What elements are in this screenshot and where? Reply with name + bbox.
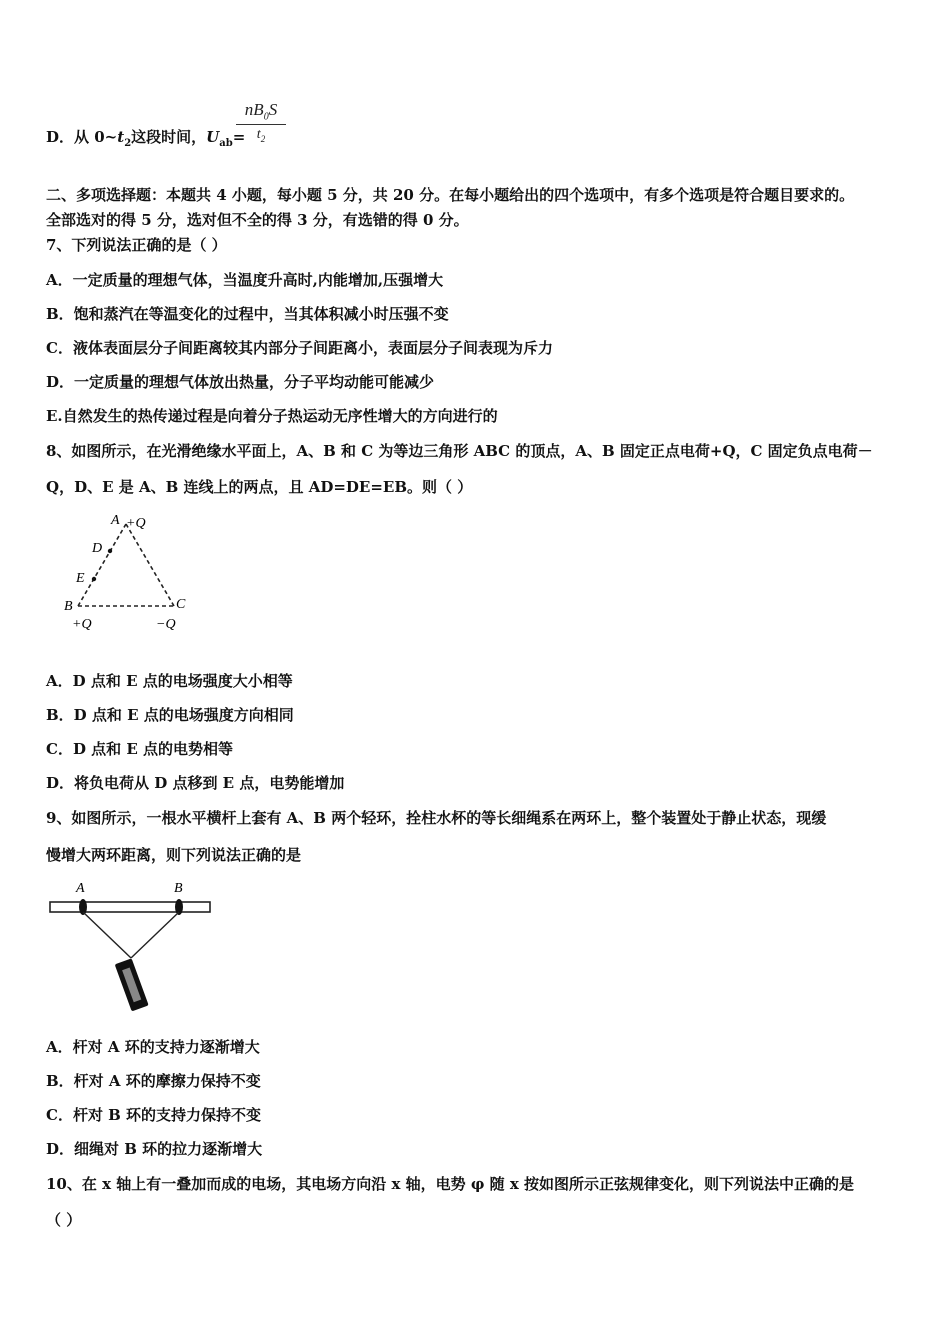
fraction-denominator: $t_2$ <box>256 127 266 145</box>
label-e: E <box>76 571 85 586</box>
q9-stem-line2: 慢增大两环距离，则下列说法正确的是 <box>46 846 302 864</box>
segment-ab <box>78 524 126 606</box>
q6-option-d <box>46 128 245 153</box>
q9-stem-line1: 9、如图所示，一根水平横杆上套有 A、B 两个轻环，拴柱水杯的等长细绳系在两环上，整个装置处于静止状态，现缓 <box>46 809 827 827</box>
q7-option-d: D．一定质量的理想气体放出热量，分子平均动能可能减少 <box>46 373 435 391</box>
q6-option-d-mid: 这段时间， <box>131 128 207 146</box>
q6-option-d-t: t <box>117 128 125 146</box>
q6-fraction <box>236 100 286 144</box>
q8-option-d: D．将负电荷从 D 点移到 E 点，电势能增加 <box>46 774 345 792</box>
q6-option-d-u: U <box>206 128 220 146</box>
q9-option-b: B．杆对 A 环的摩擦力保持不变 <box>46 1072 261 1090</box>
section-heading-line1: 二、多项选择题：本题共 4 小题，每小题 5 分，共 20 分。在每小题给出的四个选项中，有多个选项是符合题目要求的。 <box>46 186 855 204</box>
q9-option-c: C．杆对 B 环的支持力保持不变 <box>46 1106 262 1124</box>
point-e <box>92 577 96 581</box>
label-ring-b: B <box>174 881 183 896</box>
q7-option-a: A．一定质量的理想气体，当温度升高时,内能增加,压强增大 <box>46 271 444 289</box>
fraction-bar <box>236 124 286 125</box>
label-a: A <box>111 513 120 528</box>
charge-c: −Q <box>156 617 176 632</box>
horizontal-rod <box>50 902 210 912</box>
q6-option-d-eq: = <box>232 128 246 146</box>
charge-a: +Q <box>126 516 146 531</box>
q8-stem-line2: Q，D、E 是 A、B 连线上的两点，且 AD=DE=EB。则（ ） <box>46 478 473 496</box>
label-b: B <box>64 599 73 614</box>
q10-stem-line1: 10、在 x 轴上有一叠加而成的电场，其电场方向沿 x 轴，电势 φ 随 x 按如图所示正弦规律变化，则下列说法中正确的是 <box>46 1175 855 1193</box>
fraction-numerator: $nB_0S$ <box>244 100 278 123</box>
label-ring-a: A <box>76 881 85 896</box>
segment-ac <box>126 524 174 606</box>
q9-option-a: A．杆对 A 环的支持力逐渐增大 <box>46 1038 260 1056</box>
q7-option-e: E.自然发生的热传递过程是向着分子热运动无序性增大的方向进行的 <box>46 407 498 425</box>
q8-option-b: B．D 点和 E 点的电场强度方向相同 <box>46 706 294 724</box>
q8-option-c: C．D 点和 E 点的电势相等 <box>46 740 234 758</box>
q8-option-a: A．D 点和 E 点的电场强度大小相等 <box>46 672 293 690</box>
label-d: D <box>92 541 103 556</box>
rope-left <box>83 912 131 958</box>
water-cup <box>115 958 149 1011</box>
charge-b: +Q <box>72 617 92 632</box>
q7-stem: 7、下列说法正确的是（ ） <box>46 236 227 254</box>
q6-option-d-prefix: D．从 0~ <box>46 128 118 146</box>
q9-rod-rings-figure <box>46 878 216 1018</box>
q10-stem-line2: （ ） <box>46 1211 82 1229</box>
q7-option-b: B．饱和蒸汽在等温变化的过程中，当其体积减小时压强不变 <box>46 305 449 323</box>
q9-option-d: D．细绳对 B 环的拉力逐渐增大 <box>46 1140 263 1158</box>
section-heading-line2: 全部选对的得 5 分，选对但不全的得 3 分，有选错的得 0 分。 <box>46 211 469 229</box>
q8-triangle-figure <box>56 508 206 638</box>
q6-option-d-t-sub: 2 <box>124 138 132 149</box>
label-c: C <box>176 597 186 612</box>
q6-option-d-u-sub: ab <box>219 138 233 149</box>
q8-stem-line1: 8、如图所示，在光滑绝缘水平面上，A、B 和 C 为等边三角形 ABC 的顶点，A、B 固定正点电荷+Q，C 固定负点电荷－ <box>46 442 873 460</box>
rope-right <box>131 912 179 958</box>
point-d <box>108 549 112 553</box>
q7-option-c: C．液体表面层分子间距离较其内部分子间距离小，表面层分子间表现为斥力 <box>46 339 553 357</box>
